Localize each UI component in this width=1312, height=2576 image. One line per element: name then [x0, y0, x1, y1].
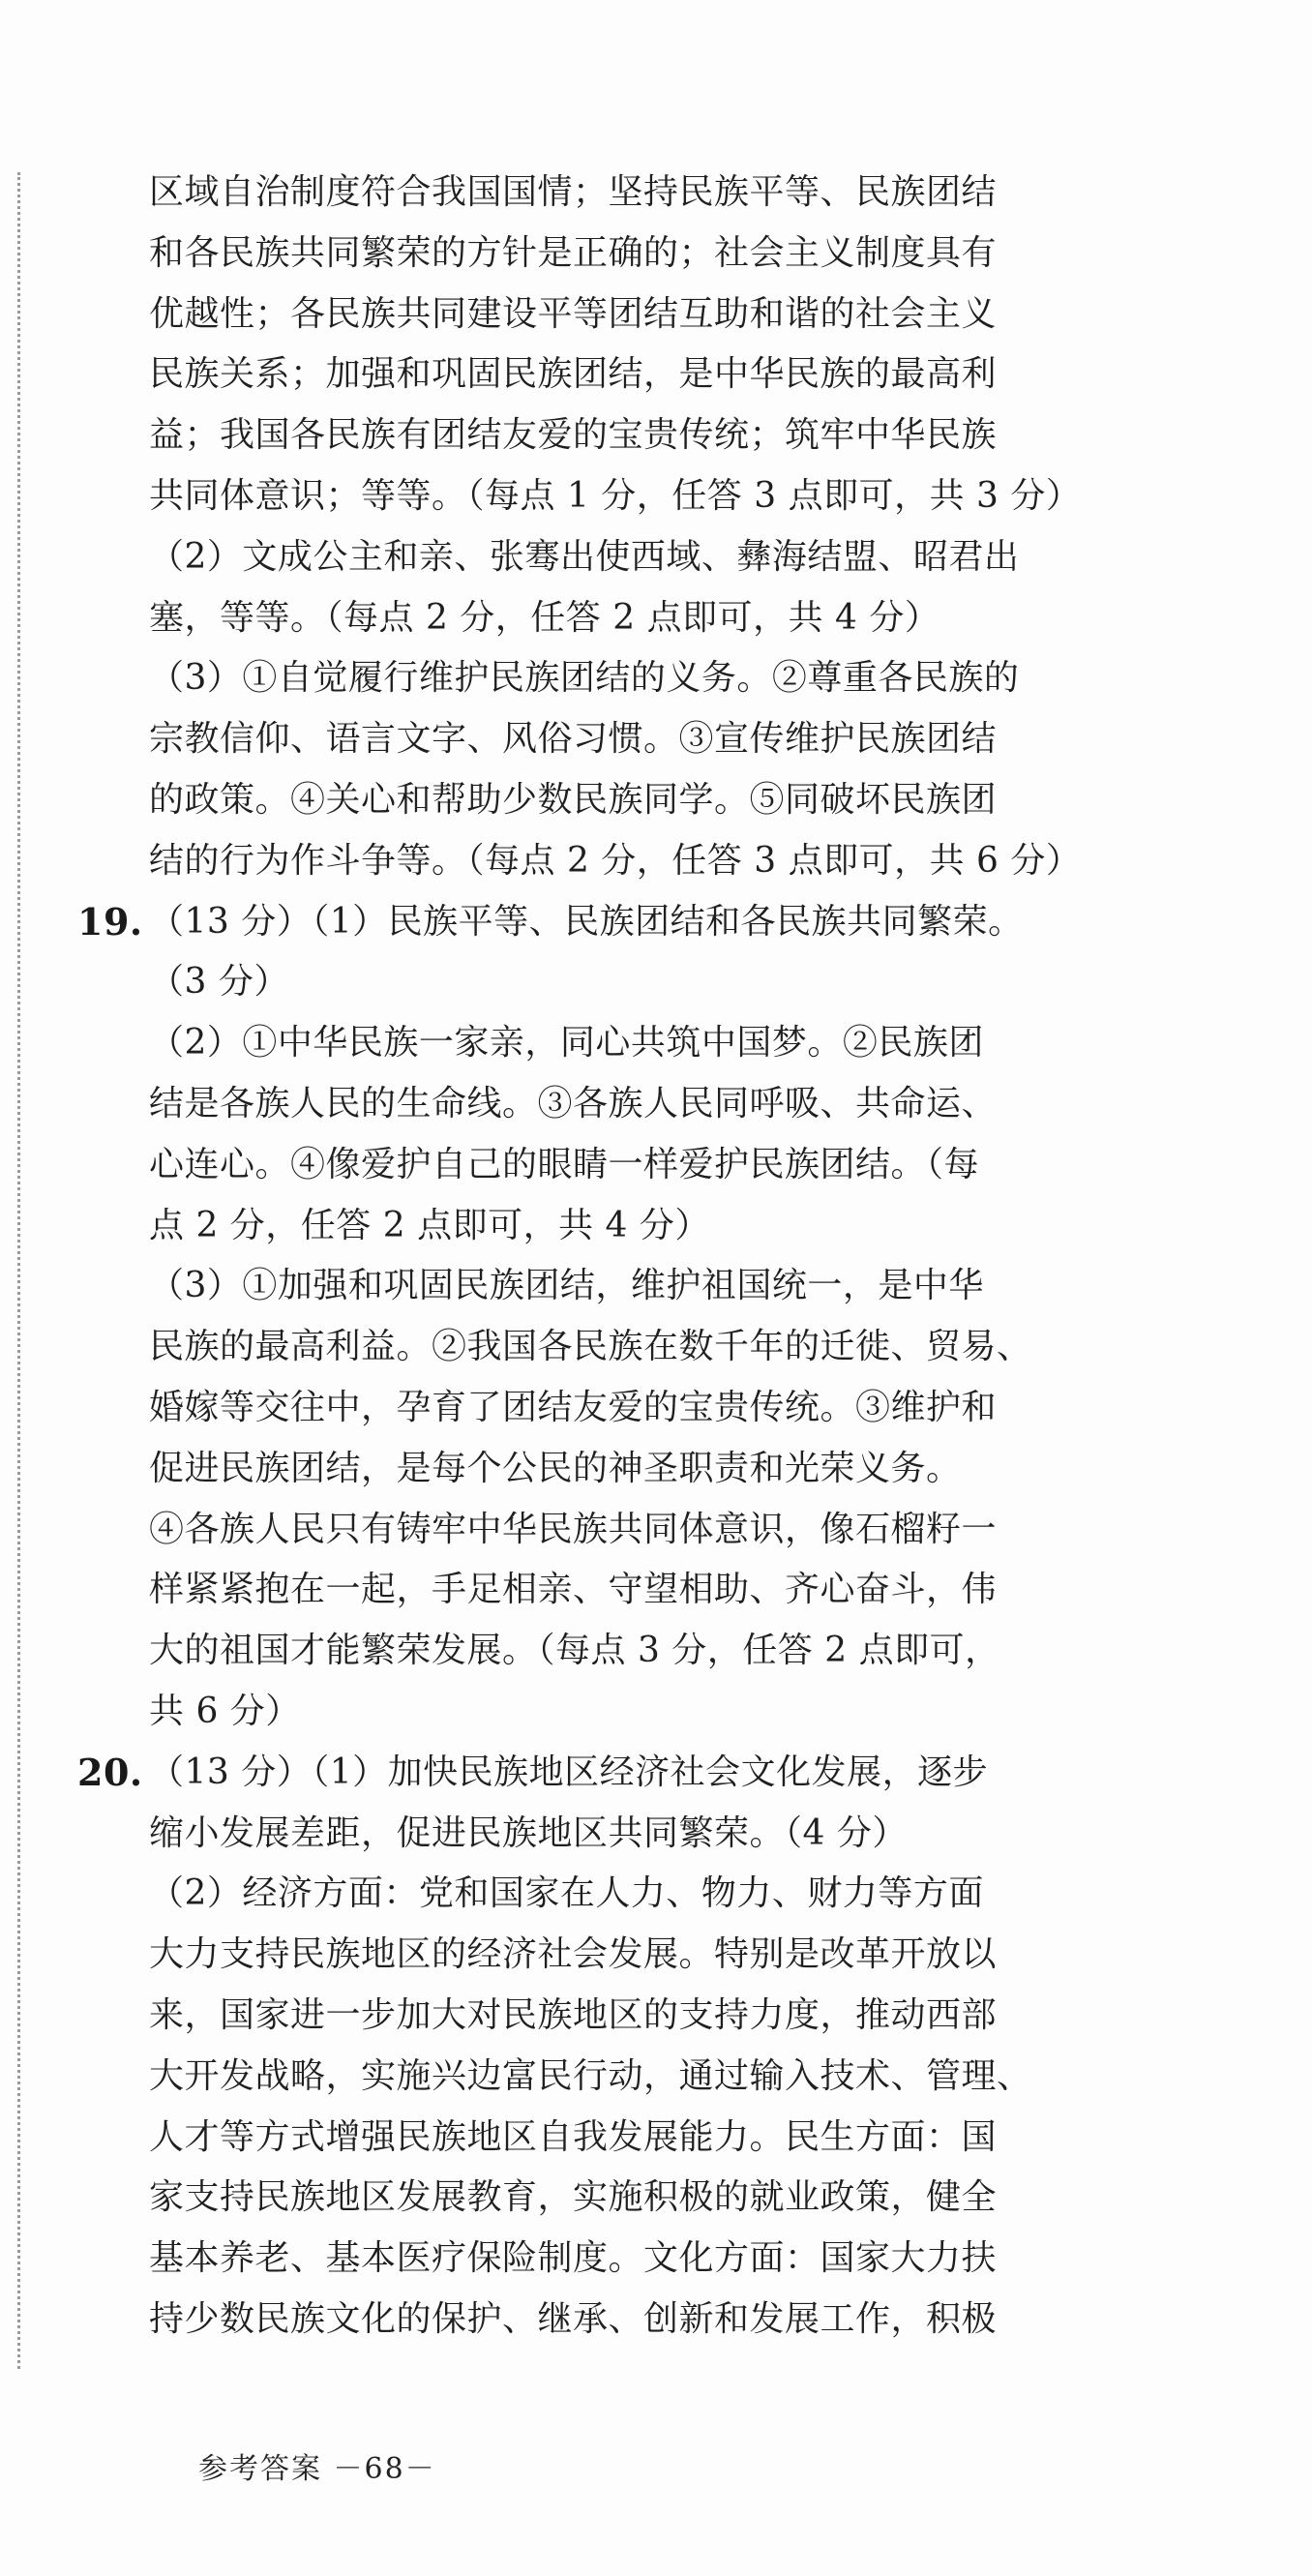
answer-line [77, 1986, 1064, 2047]
answer-line [77, 1682, 1064, 1743]
line-text: 益；我国各民族有团结友爱的宝贵传统；筑牢中华民族 [149, 415, 998, 456]
line-text: （13 分）（1）加快民族地区经济社会文化发展，逐步 [149, 1752, 989, 1792]
line-text: （13 分）（1）民族平等、民族团结和各民族共同繁荣。 [149, 901, 1024, 942]
line-text: 促进民族团结，是每个公民的神圣职责和光荣义务。 [149, 1448, 962, 1488]
answer-line [77, 2229, 1064, 2290]
line-text: 结是各族人民的生命线。③各族人民同呼吸、共命运、 [149, 1083, 998, 1123]
answer-line [77, 831, 1082, 892]
line-text: （2）①中华民族一家亲，同心共筑中国梦。②民族团 [149, 1023, 984, 1063]
line-text: 共 6 分） [149, 1691, 301, 1731]
line-text: 塞，等等。（每点 2 分，任答 2 点即可，共 4 分） [149, 597, 940, 638]
line-text: 基本养老、基本医疗保险制度。文化方面：国家大力扶 [149, 2238, 998, 2279]
line-text: 婚嫁等交往中，孕育了团结友爱的宝贵传统。③维护和 [149, 1387, 998, 1427]
question-number: 19. [77, 899, 143, 944]
answer-line [77, 1925, 1064, 1986]
line-text: 共同体意识；等等。（每点 1 分，任答 3 点即可，共 3 分） [149, 475, 1082, 516]
answer-line [77, 466, 1082, 527]
answer-line [77, 344, 1064, 405]
answer-line [77, 1560, 1064, 1621]
line-text: 持少数民族文化的保护、继承、创新和发展工作，积极 [149, 2298, 998, 2339]
answer-line [77, 2290, 1064, 2351]
line-text: 心连心。④像爱护自己的眼睛一样爱护民族团结。（每 [149, 1144, 980, 1184]
question-line [77, 1743, 1064, 1804]
line-text: 缩小发展差距，促进民族地区共同繁荣。（4 分） [149, 1812, 908, 1853]
line-text: （3）①加强和巩固民族团结，维护祖国统一，是中华 [149, 1266, 984, 1306]
question-number: 20. [77, 1750, 143, 1794]
answer-line [77, 1439, 1064, 1500]
line-text: 区域自治制度符合我国国情；坚持民族平等、民族团结 [149, 172, 998, 212]
answer-line [77, 952, 1064, 1013]
answer-line [77, 1621, 1064, 1682]
line-text: 民族关系；加强和巩固民族团结，是中华民族的最高利 [149, 354, 998, 395]
answer-line [77, 405, 1064, 466]
answer-line [77, 1804, 1064, 1865]
answer-line [77, 2168, 1064, 2229]
line-text: 的政策。④关心和帮助少数民族同学。⑤同破坏民族团 [149, 779, 998, 820]
line-text: （3 分） [149, 962, 289, 1003]
line-text: 大开发战略，实施兴边富民行动，通过输入技术、管理、 [149, 2055, 1032, 2096]
answer-line [77, 163, 1064, 224]
answer-line [77, 285, 1064, 345]
line-text: 和各民族共同繁荣的方针是正确的；社会主义制度具有 [149, 232, 998, 273]
answer-line [77, 1196, 1064, 1257]
line-text: 人才等方式增强民族地区自我发展能力。民生方面：国 [149, 2116, 998, 2157]
line-text: （2）经济方面：党和国家在人力、物力、财力等方面 [149, 1873, 984, 1914]
answer-line [77, 770, 1064, 831]
answer-line [77, 1256, 1064, 1317]
line-text: 家支持民族地区发展教育，实施积极的就业政策，健全 [149, 2177, 998, 2218]
answer-line [77, 527, 1064, 588]
answer-line [77, 1013, 1064, 1074]
line-text: ④各族人民只有铸牢中华民族共同体意识，像石榴籽一 [149, 1509, 998, 1549]
page-footer: 参考答案 －68－ [198, 2452, 436, 2486]
answer-line [77, 648, 1064, 709]
line-text: 点 2 分，任答 2 点即可，共 4 分） [149, 1205, 710, 1245]
answer-line [77, 709, 1064, 770]
line-text: 样紧紧抱在一起，手足相亲、守望相助、齐心奋斗，伟 [149, 1570, 998, 1610]
line-text: 大力支持民族地区的经济社会发展。特别是改革开放以 [149, 1934, 998, 1975]
answer-line [77, 588, 1064, 649]
binding-dotted-line [17, 172, 20, 2369]
answer-line [77, 1500, 1064, 1561]
line-text: 宗教信仰、语言文字、风俗习惯。③宣传维护民族团结 [149, 719, 998, 760]
answer-line [77, 1135, 1064, 1196]
answer-line [77, 2047, 1064, 2108]
line-text: （3）①自觉履行维护民族团结的义务。②尊重各民族的 [149, 658, 1020, 699]
answer-line [77, 1317, 1064, 1378]
answer-line [77, 1864, 1064, 1925]
line-text: 来，国家进一步加大对民族地区的支持力度，推动西部 [149, 1994, 998, 2035]
line-text: 大的祖国才能繁荣发展。（每点 3 分，任答 2 点即可， [149, 1631, 1000, 1671]
answer-text-body [77, 163, 1082, 2351]
line-text: 优越性；各民族共同建设平等团结互助和谐的社会主义 [149, 293, 998, 334]
line-text: 民族的最高利益。②我国各民族在数千年的迁徙、贸易、 [149, 1327, 1032, 1367]
answer-line [77, 1378, 1064, 1439]
answer-line [77, 224, 1064, 285]
question-line [77, 892, 1064, 953]
answer-line [77, 1074, 1064, 1135]
answer-line [77, 2108, 1064, 2169]
line-text: （2）文成公主和亲、张骞出使西域、彝海结盟、昭君出 [149, 536, 1020, 577]
line-text: 结的行为作斗争等。（每点 2 分，任答 3 点即可，共 6 分） [149, 840, 1082, 881]
